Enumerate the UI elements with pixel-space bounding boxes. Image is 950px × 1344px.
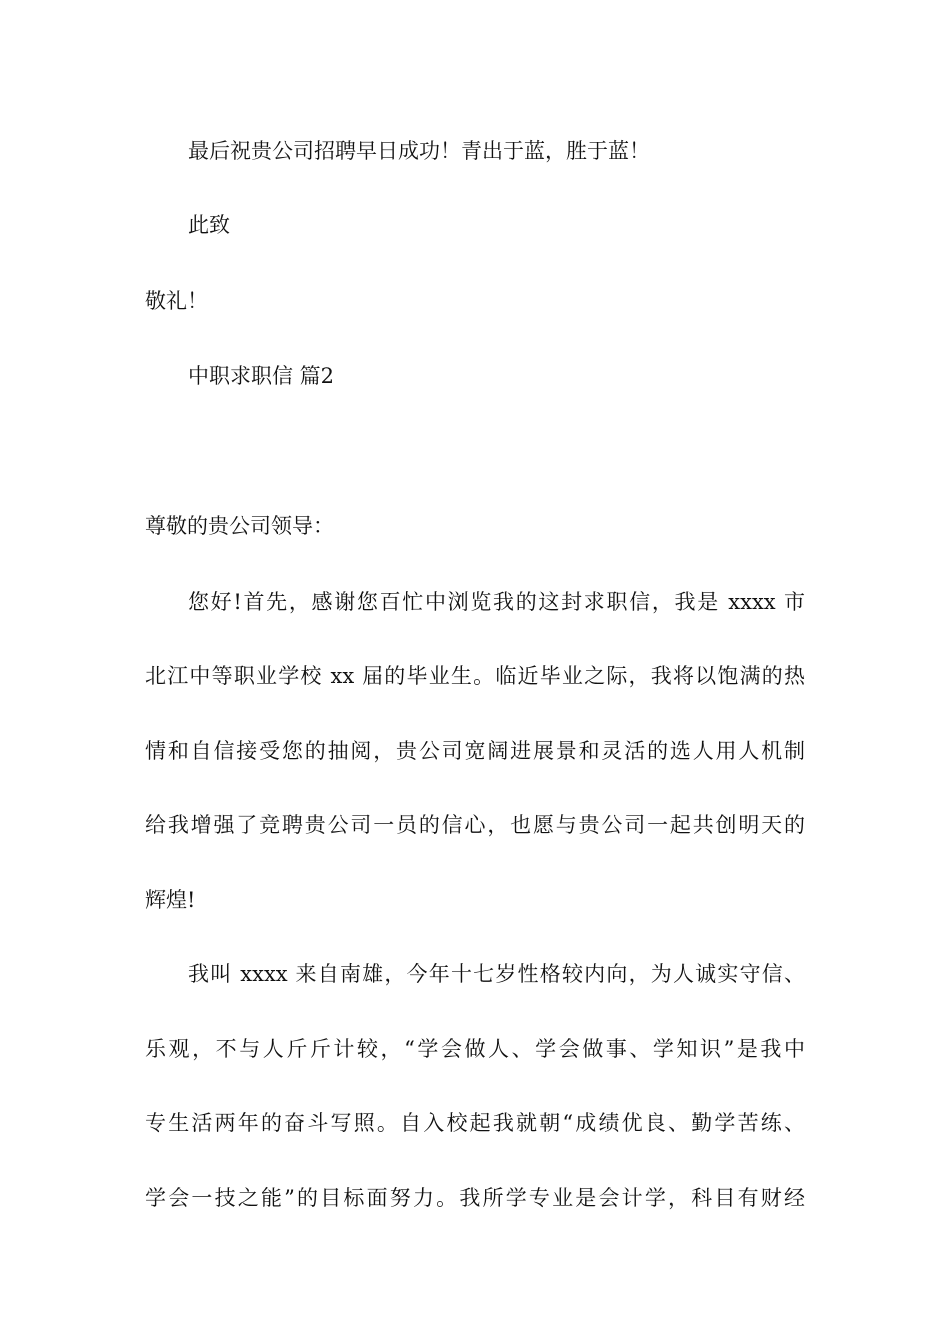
paragraph-line: 乐观，不与人斤斤计较，“学会做人、学会做事、学知识”是我中 (145, 1037, 805, 1061)
salutation-end: 敬礼！ (145, 289, 208, 313)
paragraph-line: 辉煌! (145, 888, 196, 912)
salutation-start: 此致 (188, 213, 230, 237)
paragraph-line: 专生活两年的奋斗写照。自入校起我就朝“成绩优良、勤学苦练、 (145, 1111, 805, 1135)
letter-greeting: 尊敬的贵公司领导： (145, 514, 334, 538)
paragraph-line: 学会一技之能”的目标面努力。我所学专业是会计学，科目有财经 (145, 1186, 805, 1210)
paragraph-line: 情和自信接受您的抽阅，贵公司宽阔进展景和灵活的选人用人机制 (145, 739, 805, 763)
closing-wish: 最后祝贵公司招聘早日成功！青出于蓝，胜于蓝！ (188, 139, 650, 163)
paragraph-line: 我叫 xxxx 来自南雄，今年十七岁性格较内向，为人诚实守信、 (188, 962, 805, 986)
section-heading: 中职求职信 篇2 (188, 364, 335, 388)
paragraph-line: 北江中等职业学校 xx 届的毕业生。临近毕业之际，我将以饱满的热 (145, 664, 805, 688)
paragraph-line: 您好!首先，感谢您百忙中浏览我的这封求职信，我是 xxxx 市 (188, 590, 805, 614)
paragraph-line: 给我增强了竞聘贵公司一员的信心，也愿与贵公司一起共创明天的 (145, 813, 805, 837)
